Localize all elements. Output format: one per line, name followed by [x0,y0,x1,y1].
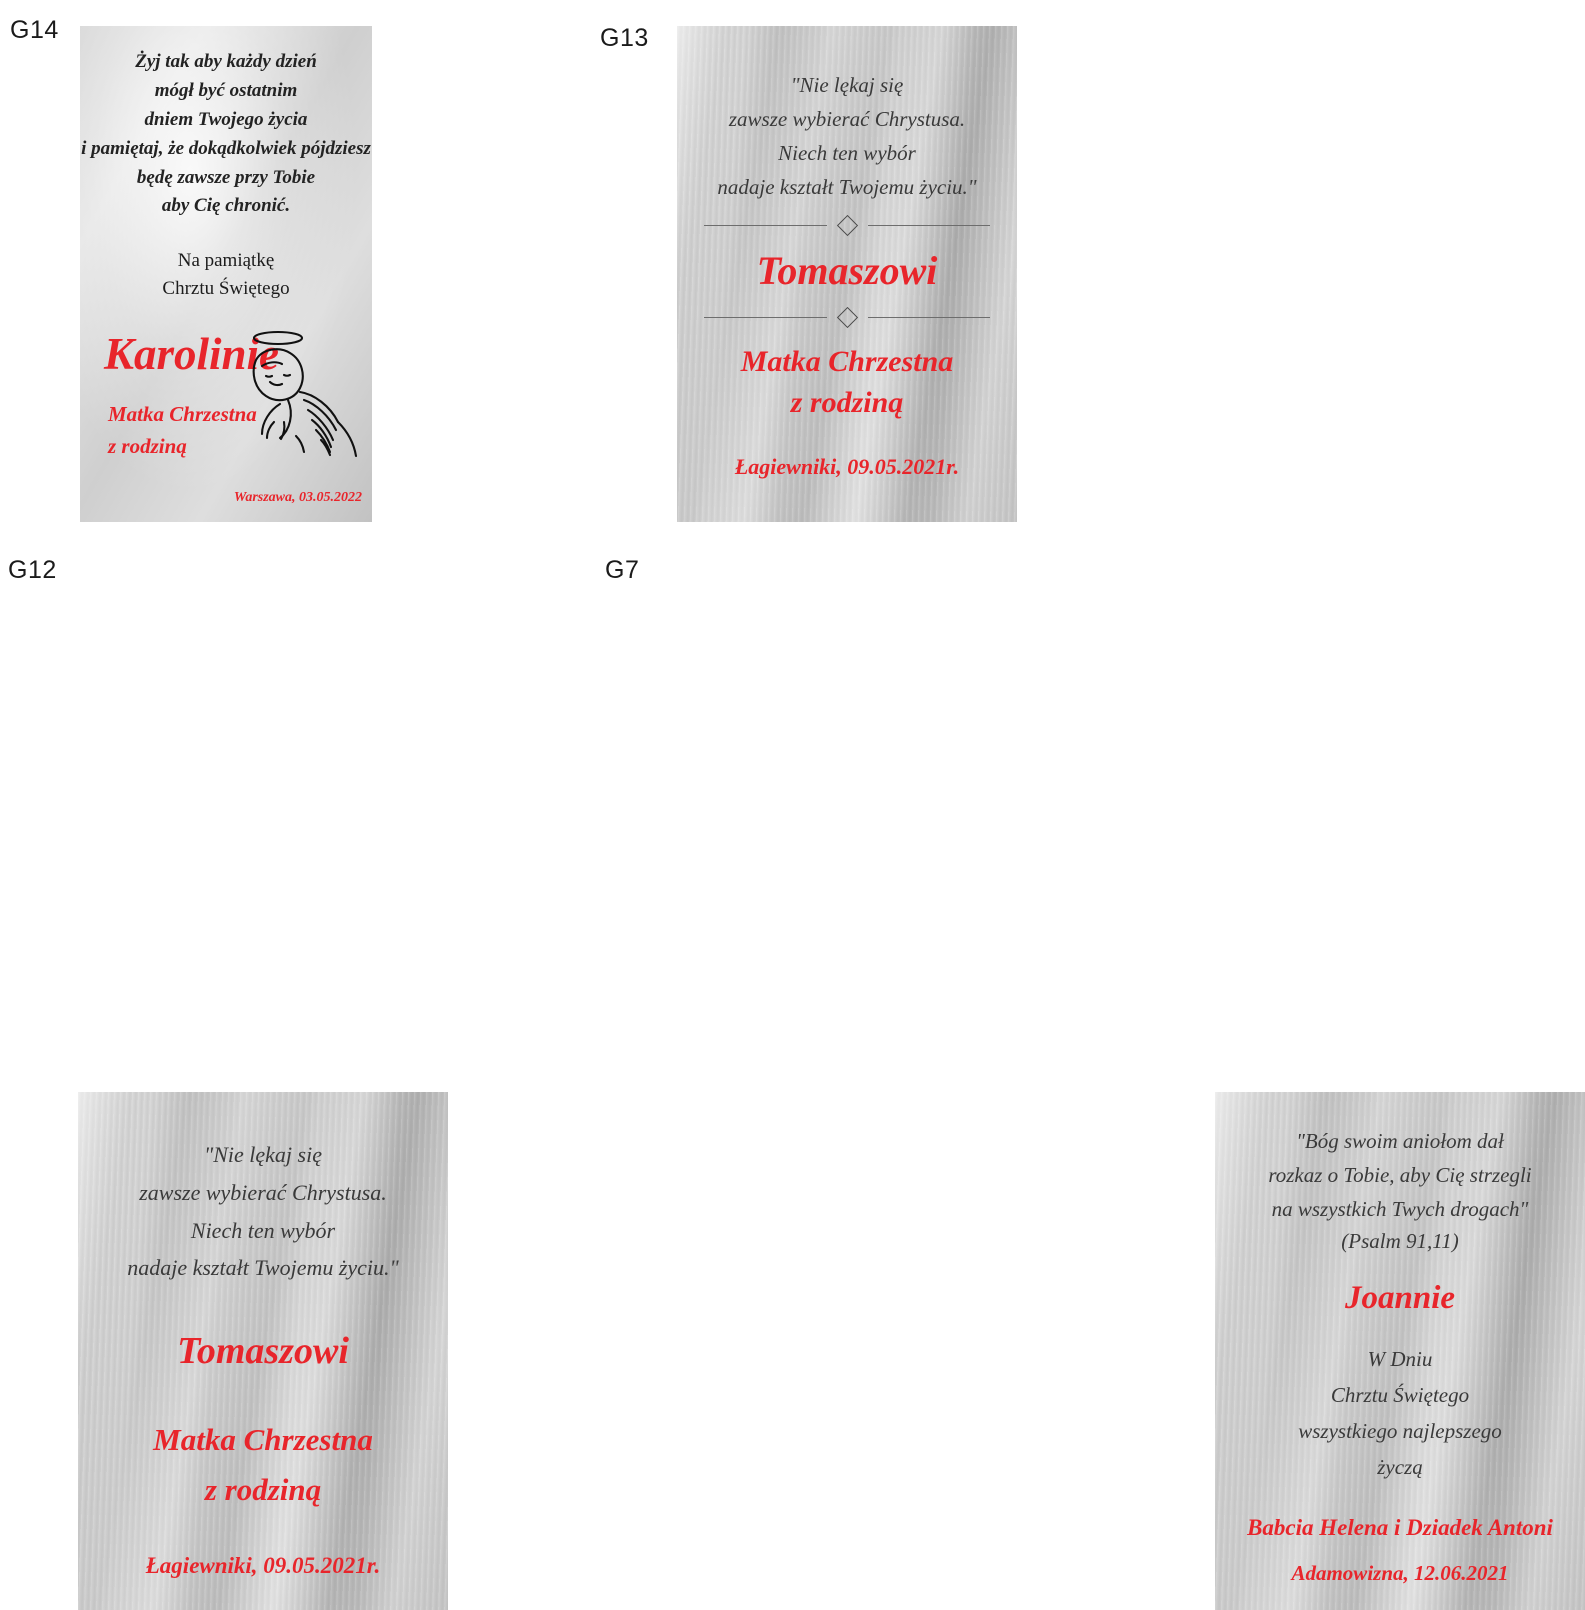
poem-line: i pamiętaj, że dokądkolwiek pójdziesz [81,137,371,159]
plaque-image-g12[interactable] [78,1092,448,1610]
plaque-from-g12 [153,1415,373,1514]
from-line: z rodziną [108,433,187,458]
poem-line: dniem Twojego życia [144,108,308,130]
wish-line: życzą [1377,1455,1423,1480]
quote-line: "Nie lękaj się [790,73,904,97]
from-line: Matka Chrzestna [108,402,257,427]
quote-line: nadaje kształt Twojemu życiu." [717,175,977,200]
occasion-line: Na pamiątkę [177,250,275,272]
plaque-from-g13 [741,341,954,424]
poem-line: Żyj tak aby każdy dzień [135,51,317,72]
plaque-place-date-g13: Łagiewniki, 09.05.2021r. [734,453,960,479]
plaque-quote-g7 [1268,1124,1531,1226]
plaque-place-date-g7: Adamowizna, 12.06.2021 [1291,1561,1509,1586]
plaque-from-g7: Babcia Helena i Dziadek Antoni [1247,1515,1553,1541]
quote-line: "Nie lękaj się [204,1142,322,1167]
quote-line: "Bóg swoim aniołom dał [1296,1129,1504,1153]
angel-icon [226,326,366,461]
occasion-line: Chrztu Świętego [162,277,290,299]
wish-line: W Dniu [1367,1347,1433,1372]
from-line: Matka Chrzestna [153,1422,373,1458]
divider-line [868,225,990,226]
quote-line: na wszystkich Twych drogach" [1271,1197,1529,1222]
plaque-cell-g7 [540,540,1553,1586]
plaque-cell-g13 [540,0,1080,540]
plaque-psalm-g7: (Psalm 91,11) [1341,1229,1459,1254]
quote-line: zawsze wybierać Chrystusa. [728,107,966,132]
quote-line: Niech ten wybór [778,141,916,166]
diamond-icon [836,307,857,328]
plaque-place-date-g12: Łagiewniki, 09.05.2021r. [145,1552,381,1578]
from-line: Matka Chrzestna [740,345,954,379]
divider-line [704,317,826,318]
plaque-name-g13: Tomaszowi [756,248,938,294]
divider-top-g13 [704,218,990,233]
divider-line [704,225,826,226]
quote-line: zawsze wybierać Chrystusa. [139,1179,387,1205]
plaque-code-g12: G12 [8,556,57,584]
plaque-wishes-g7 [1298,1341,1502,1485]
plaque-image-g14[interactable] [80,26,372,522]
plaque-name-g14: Karolinie [104,329,280,380]
diamond-icon [836,215,857,236]
wish-line: wszystkiego najlepszego [1298,1419,1502,1444]
poem-line: mógł być ostatnim [154,79,298,101]
from-line: z rodziną [204,1471,322,1507]
plaque-code-g7: G7 [605,556,640,584]
quote-line: nadaje kształt Twojemu życiu." [127,1255,399,1281]
wish-line: Chrztu Świętego [1330,1383,1470,1408]
quote-line: Niech ten wybór [190,1217,336,1243]
plaque-quote-g12 [127,1136,399,1287]
plaque-image-g13[interactable] [677,26,1017,522]
plaque-poem-g14 [80,48,372,221]
plaque-name-g12: Tomaszowi [177,1330,349,1373]
plaque-cell-g14 [0,0,540,540]
divider-line [868,317,990,318]
divider-bottom-g13 [704,310,990,325]
plaque-name-g7: Joannie [1344,1280,1456,1317]
plaque-code-g13: G13 [600,24,649,52]
plaque-cell-g12 [0,540,540,1578]
from-line: z rodziną [790,386,904,420]
plaque-image-g7[interactable] [1215,1092,1585,1610]
plaque-place-date-g14: Warszawa, 03.05.2022 [233,490,362,505]
poem-line: aby Cię chronić. [161,195,291,217]
plaque-code-g14: G14 [10,16,59,44]
plaque-occasion-g14 [162,247,289,302]
quote-line: rozkaz o Tobie, aby Cię strzegli [1268,1163,1532,1188]
plaque-quote-g13 [717,68,976,204]
poem-line: będę zawsze przy Tobie [136,166,316,188]
